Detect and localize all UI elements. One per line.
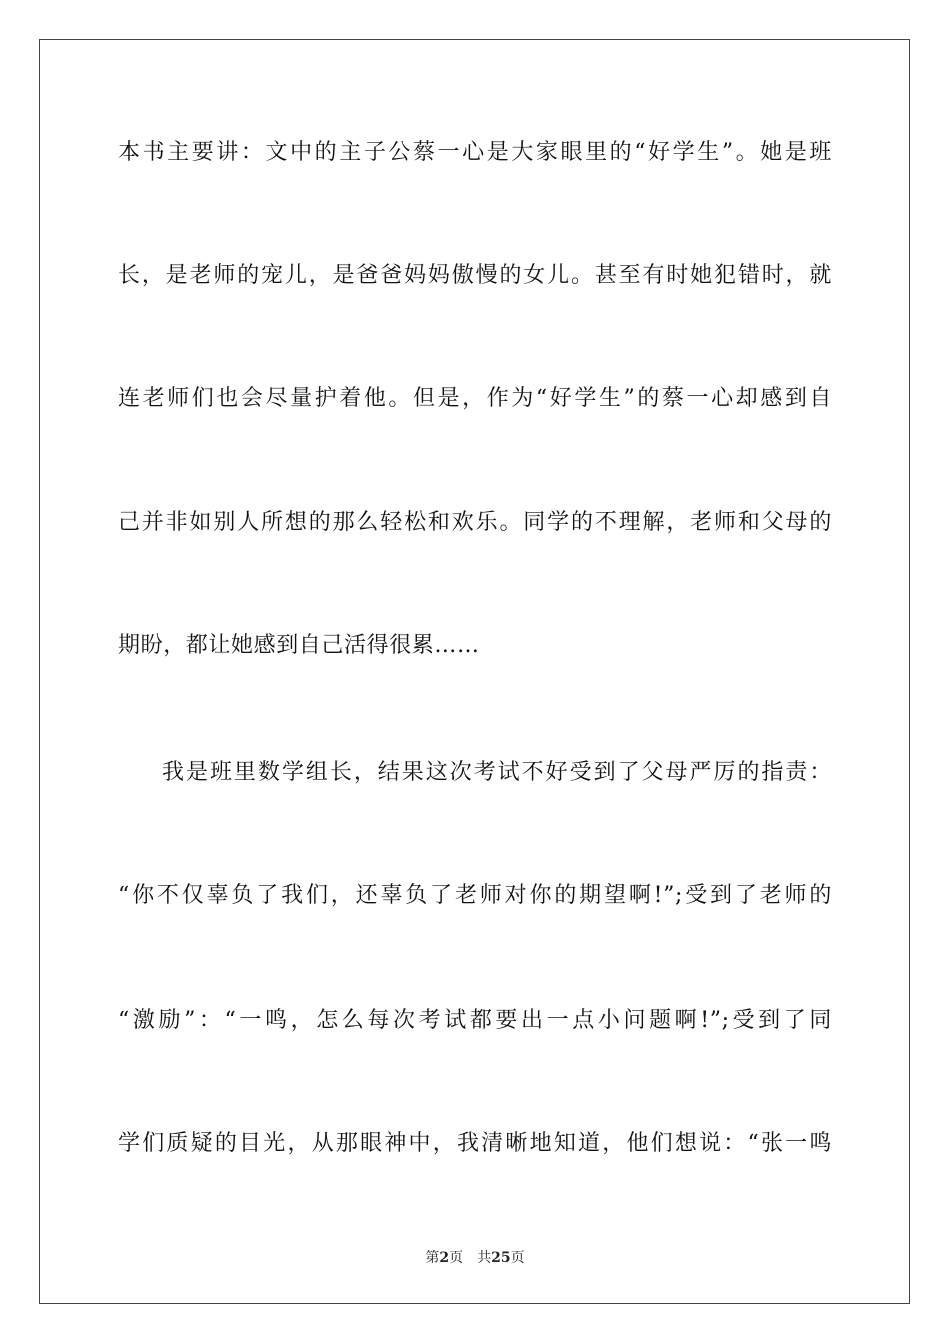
page-prefix: 第 [425, 1250, 440, 1266]
page-suffix: 页 [449, 1250, 464, 1266]
page-border [39, 39, 910, 1304]
paragraph-2-line-1: 我是班里数学组长，结果这次考试不好受到了父母严厉的指责： [162, 760, 832, 785]
paragraph-2-line-4: 学们质疑的目光，从那眼神中，我清晰地知道，他们想说：“张一鸣 [118, 1131, 832, 1156]
paragraph-1-line-4: 己并非如别人所想的那么轻松和欢乐。同学的不理解，老师和父母的 [118, 510, 832, 535]
paragraph-2-line-3: “激励”：“一鸣，怎么每次考试都要出一点小问题啊!”;受到了同 [118, 1008, 832, 1033]
page-footer [0, 1247, 950, 1267]
paragraph-1-line-5: 期盼，都让她感到自己活得很累…… [118, 633, 480, 658]
total-pages: 25 [491, 1250, 511, 1266]
paragraph-2-line-2: “你不仅辜负了我们，还辜负了老师对你的期望啊!”;受到了老师的 [118, 883, 832, 908]
paragraph-1-line-3: 连老师们也会尽量护着他。但是，作为“好学生”的蔡一心却感到自 [118, 386, 832, 411]
page-number: 2 [439, 1250, 450, 1266]
total-suffix: 页 [510, 1250, 525, 1266]
total-prefix: 共 [477, 1250, 492, 1266]
paragraph-1-line-1: 本书主要讲：文中的主子公蔡一心是大家眼里的“好学生”。她是班 [118, 140, 832, 165]
paragraph-1-line-2: 长，是老师的宠儿，是爸爸妈妈傲慢的女儿。甚至有时她犯错时，就 [118, 263, 832, 288]
